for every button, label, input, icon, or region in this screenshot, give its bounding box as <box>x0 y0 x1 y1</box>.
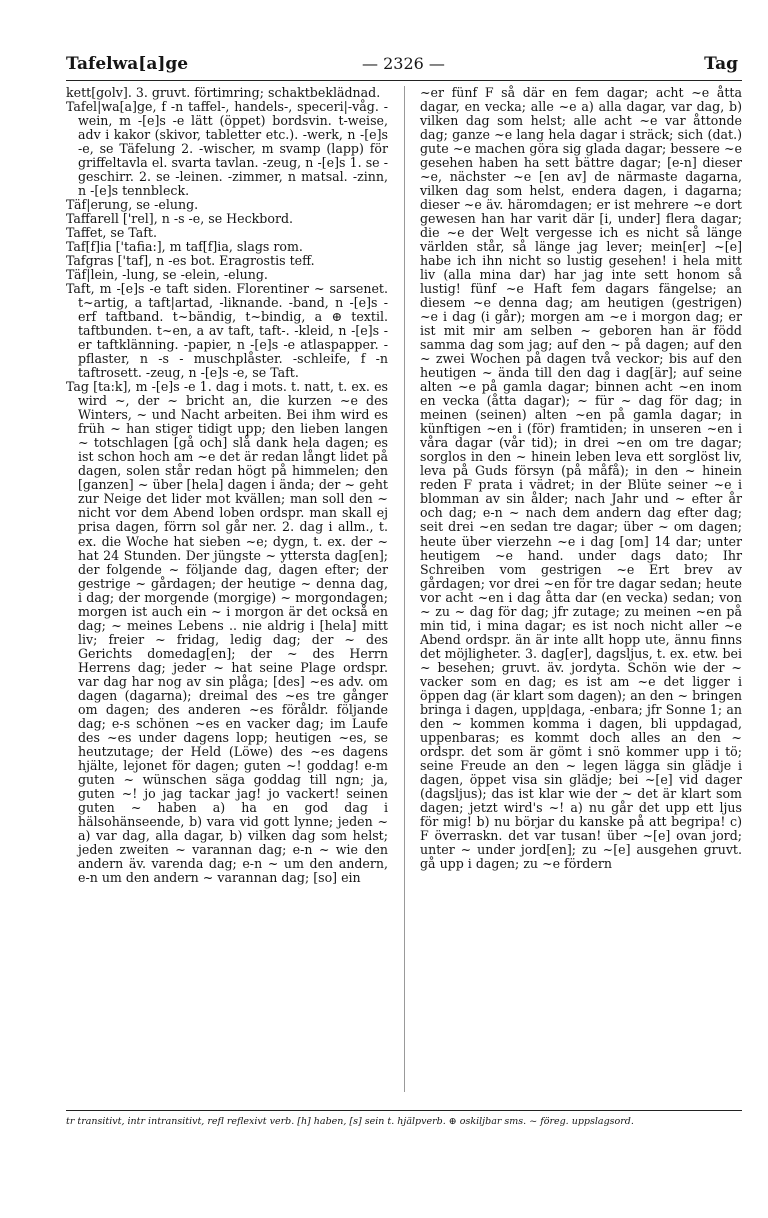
entry-taffia: Taf[f]ia ['tafia:], m taf[f]ia, slags rom. <box>66 239 303 255</box>
header-rule <box>66 80 742 81</box>
entry-taffarell: Taffarell ['rel], n -s -e, se Heckbord. <box>66 211 294 227</box>
entry-tag-continuation: ~er fünf F så där en fem dagar; acht ~e åtta dagar, en vecka; alle ~e a) alla dagar, var dag, b) vilken dag som helst; alle acht ~e var åttonde dag; ganze ~e lang hela dagar i sträck; sich (dat.) gute ~e machen göra sig glada dagar; bessere ~e gesehen haben ha sett bättre dagar; [e-n] dieser ~e, nächster ~e [en av] de närmaste dagarna, vilken dag som helst, endera dagen, i dagarna; dieser ~e äv. häromdagen; er ist mehrere ~e dort gewesen han har varit där [i, under] flera dagar; die ~e der Welt vergesse ich es nicht så länge världen står, så länge jag lever; mein[er] ~[e] habe ich ihn nicht so lustig gesehen! i hela mitt liv (alla mina dar) har jag inte sett honom så lustig! fünf ~e Haft fem dagars fängelse; an diesem ~e denna dag; am heutigen (gestrigen) ~e i dag (i går); morgen am ~e i morgon dag; er ist mit mir am selben ~ geboren han är född samma dag som jag; auf den ~ på dagen; auf den ~ zwei Wochen på dagen två veckor; bis auf den heutigen ~ ända till den dag i dag[är]; auf seine alten ~e på gamla dagar; binnen acht ~en inom en vecka (åtta dagar); ~ für ~ dag för dag; in meinen (seinen) alten ~en på gamla dagar; in künftigen ~en i (för) framtiden; in unseren ~en i våra dagar (vår tid); in drei ~en om tre dagar; sorglos in den ~ hinein leben leva ett sorglöst liv, leva på Guds försyn (på måfå); in den ~ hinein reden F prata i vädret; in der Blüte seiner ~e i blomman av sin ålder; nach Jahr und ~ efter år och dag; e-n ~ nach dem andern dag efter dag; seit drei ~en sedan tre dagar; über ~ om dagen; heute über vierzehn ~e i dag [om] 14 dar; unter heutigem ~e hand. under dags dato; Ihr Schreiben vom gestrigen ~e Ert brev av gårdagen; vor drei ~en för tre dagar sedan; heute vor acht ~en i dag åtta dar (en vecka) sedan; von ~ zu ~ dag för dag; jfr zutage; zu meinen ~en på min tid, i mina dagar; es ist noch nicht aller ~e Abend ordspr. än är inte allt hopp ute, ännu finns det möjligheter. 3. dag[er], dagsljus, t. ex. etw. bei ~ besehen; gruvt. äv. jordyta. Schön wie der ~ vacker som en dag; es ist am ~e det ligger i öppen dag (är klart som dagen); an den ~ bringen bringa i dagen, upp|daga, -enbara; jfr Sonne 1; an den ~ kommen komma i dagen, bli uppdagad, uppenbaras; es kommt doch alles an den ~ ordspr. det som är gömt i snö kommer upp i tö; seine Freude an den ~ legen lägga sin glädje i dagen, öppet visa sin glädje; bei ~[e] vid dager (dagsljus); das ist klar wie der ~ det är klart som dagen; jetzt wird's ~! a) nu går det upp ett ljus för mig! b) nu börjar du kanske på att begripa! c) F överraskn. det var tusan! über ~[e] ovan jord; unter ~ under jord[en]; zu ~[e] ausgehen gruvt. gå upp i dagen; zu ~e fördern <box>420 85 742 871</box>
entry-tafgras: Tafgras ['taf], n -es bot. Eragrostis teff. <box>66 253 315 269</box>
entry-taeferung: Täf|erung, se -elung. <box>66 197 199 213</box>
entry-tafelwaage: Tafel|wa[a]ge, f -n taffel-, handels-, speceri|-våg. -wein, m -[e]s -e lätt (öppet) bordsvin. t-weise, adv i kakor (skivor, tabletter etc.). -werk, n -[e]s -e, se Täfelung 2. -wischer, m svamp (lapp) för griffeltavla el. svarta tavlan. -zeug, n -[e]s 1. se -geschirr. 2. se -leinen. -zimmer, n matsal. -zinn, n -[e]s tennbleck. <box>66 99 388 199</box>
entry-continuation: kett[golv]. 3. gruvt. förtimring; schaktbeklädnad. <box>66 85 381 100</box>
left-column <box>66 86 388 885</box>
dictionary-page <box>66 0 742 1218</box>
entry-taft: Taft, m -[e]s -e taft siden. Florentiner ~ sarsenet. t~artig, a taft|artad, -liknande. -band, n -[e]s -erf taftband. t~bändig, t~bindig, a ⊕ textil. taftbunden. t~en, a av taft, taft-. -kleid, n -[e]s -er taftklänning. -papier, n -[e]s -e atlaspapper. -pflaster, n -s - muschplåster. -schleife, f -n taftrosett. -zeug, n -[e]s -e, se Taft. <box>66 281 388 381</box>
right-column <box>420 86 742 871</box>
page-number: — 2326 — <box>362 54 445 73</box>
column-divider <box>404 86 405 1092</box>
page-header <box>66 54 742 78</box>
footer-rule <box>66 1110 742 1111</box>
entry-taffet: Taffet, se Taft. <box>66 225 157 241</box>
header-left-guideword: Tafelwa[a]ge <box>66 54 189 74</box>
header-right-guideword: Tag <box>704 54 738 74</box>
entry-taeflein: Täf|lein, -lung, se -elein, -elung. <box>66 267 268 283</box>
abbreviation-key: tr transitivt, intr intransitivt, refl reflexivt verb. [h] haben, [s] sein t. hjälpverb. ⊕ oskiljbar sms. ~ föreg. uppslagsord. <box>66 1116 634 1127</box>
entry-tag: Tag [ta:k], m -[e]s -e 1. dag i mots. t. natt, t. ex. es wird ~, der ~ bricht an, die kurzen ~e des Winters, ~ und Nacht arbeiten. Bei ihm wird es früh ~ han stiger tidigt upp; den lieben langen ~ totschlagen [gå och] slå dank hela dagen; es ist schon hoch am ~e det är redan långt lidet på dagen, solen står redan högt på himmelen; den [ganzen] ~ über [hela] dagen i ända; der ~ geht zur Neige det lider mot kvällen; man soll den ~ nicht vor dem Abend loben ordspr. man skall ej prisa dagen, förrn sol går ner. 2. dag i allm., t. ex. die Woche hat sieben ~e; dygn, t. ex. der ~ hat 24 Stunden. Der jüngste ~ yttersta dag[en]; der folgende ~ följande dag, dagen efter; der gestrige ~ gårdagen; der heutige ~ denna dag, i dag; der morgende (morgige) ~ morgondagen; morgen ist auch ein ~ i morgon är det också en dag; ~ meines Lebens .. nie aldrig i [hela] mitt liv; freier ~ fridag, ledig dag; der ~ des Gerichts domedag[en]; der ~ des Herrn Herrens dag; jeder ~ hat seine Plage ordspr. var dag har nog av sin plåga; [des] ~es adv. om dagen (dagarna); dreimal des ~es tre gånger om dagen; des anderen ~es föråldr. följande dag; e-s schönen ~es en vacker dag; im Laufe des ~es under dagens lopp; heutigen ~es, se heutzutage; der Held (Löwe) des ~es dagens hjälte, lejonet för dagen; guten ~! goddag! e-m guten ~ wünschen säga goddag till ngn; ja, guten ~! jo jag tackar jag! jo vackert! seinen guten ~ haben a) ha en god dag i hälsohänseende, b) vara vid gott lynne; jeden ~ a) var dag, alla dagar, b) vilken dag som helst; jeden zweiten ~ varannan dag; e-n ~ wie den andern äv. varenda dag; e-n ~ um den andern, e-n um den andern ~ varannan dag; [so] ein <box>66 379 388 885</box>
